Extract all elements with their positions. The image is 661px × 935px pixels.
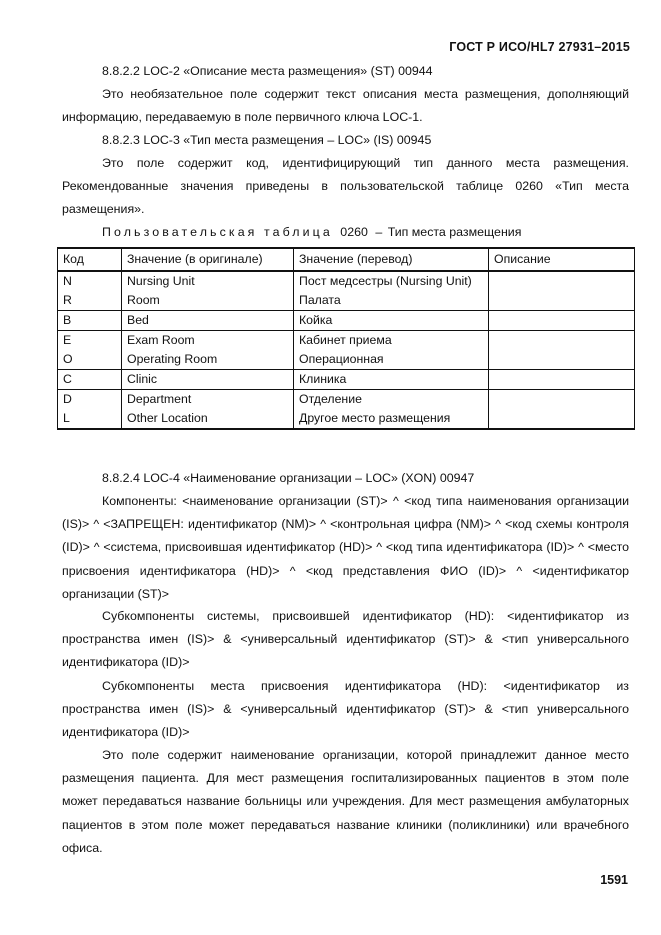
row-original: Operating Room [122, 350, 294, 370]
row-translation: Операционная [294, 350, 489, 370]
table-row [58, 271, 635, 291]
row-description [489, 390, 635, 410]
row-code: N [58, 271, 122, 291]
row-code: L [58, 409, 122, 429]
loc3-heading: 8.8.2.3 LOC-3 «Тип места размещения – LOC» (IS) 00945 [102, 133, 432, 147]
table-caption-dash: – [375, 225, 383, 239]
table-caption-number: 0260 [340, 225, 368, 239]
column-header-translation: Значение (перевод) [294, 248, 489, 271]
loc4-components: Компоненты: <наименование организации (ST)> ^ <код типа наименования организации (IS)> ^ <ЗАПРЕЩЕН: идентификатор (NM)> ^ <контрольная цифра (NM)> ^ <код схемы контроля (ID)> ^ <система, присвоившая идентификатор (HD)> ^ <код типа идентификатора (ID)> ^ <место присвоения идентификатора (HD)> ^ <код представления ФИО (ID)> ^ <идентификатор организации (ST)> [62, 494, 629, 601]
row-original: Other Location [122, 409, 294, 429]
table-row [58, 291, 635, 311]
column-header-description: Описание [489, 248, 635, 271]
loc2-description: Это необязательное поле содержит текст описания места размещения, дополняющий информацию, передаваемую в поле первичного ключа LOC-1. [62, 87, 629, 125]
row-translation: Палата [294, 291, 489, 311]
table-row [58, 409, 635, 429]
location-type-table [57, 247, 635, 430]
row-description [489, 409, 635, 429]
row-original: Exam Room [122, 331, 294, 351]
row-description [489, 350, 635, 370]
row-code: D [58, 390, 122, 410]
row-translation: Кабинет приема [294, 331, 489, 351]
table-row [58, 390, 635, 410]
row-translation: Отделение [294, 390, 489, 410]
table-caption-prefix: Пользовательская таблица [102, 225, 333, 239]
row-code: C [58, 370, 122, 390]
row-original: Room [122, 291, 294, 311]
loc4-heading: 8.8.2.4 LOC-4 «Наименование организации – LOC» (XON) 00947 [102, 471, 475, 485]
table-row [58, 370, 635, 390]
loc4-description: Это поле содержит наименование организации, которой принадлежит данное место размещения пациента. Для мест размещения госпитализированных пациентов в этом поле может передаваться название больницы или учреждения. Для мест размещения амбулаторных пациентов в этом поле может передаваться название клиники (поликлиники) или врачебного офиса. [62, 748, 629, 855]
row-original: Clinic [122, 370, 294, 390]
row-code: B [58, 311, 122, 331]
row-code: R [58, 291, 122, 311]
table-header-row [58, 248, 635, 271]
table-row [58, 331, 635, 351]
row-code: O [58, 350, 122, 370]
loc4-subcomponents-system: Субкомпоненты системы, присвоившей идентификатор (HD): <идентификатор из пространства имен (IS)> & <универсальный идентификатор (ST)> & <тип универсального идентификатора (ID)> [62, 609, 629, 670]
column-header-original: Значение (в оригинале) [122, 248, 294, 271]
loc2-heading: 8.8.2.2 LOC-2 «Описание места размещения» (ST) 00944 [102, 64, 433, 78]
row-original: Nursing Unit [122, 271, 294, 291]
row-translation: Пост медсестры (Nursing Unit) [294, 271, 489, 291]
row-description [489, 311, 635, 331]
table-row [58, 350, 635, 370]
row-translation: Клиника [294, 370, 489, 390]
page-number: 1591 [600, 873, 628, 887]
loc4-subcomponents-place: Субкомпоненты места присвоения идентификатора (HD): <идентификатор из пространства имен (IS)> & <универсальный идентификатор (ST)> & <тип универсального идентификатора (ID)> [62, 679, 629, 740]
row-description [489, 291, 635, 311]
column-header-code: Код [58, 248, 122, 271]
table-row [58, 311, 635, 331]
row-description [489, 331, 635, 351]
row-description [489, 370, 635, 390]
row-description [489, 271, 635, 291]
row-translation: Другое место размещения [294, 409, 489, 429]
row-original: Department [122, 390, 294, 410]
document-standard-header: ГОСТ Р ИСО/HL7 27931–2015 [449, 40, 630, 54]
row-original: Bed [122, 311, 294, 331]
row-code: E [58, 331, 122, 351]
loc3-description: Это поле содержит код, идентифицирующий тип данного места размещения. Рекомендованные значения приведены в пользовательской таблице 0260 «Тип места размещения». [62, 156, 629, 217]
table-caption-title: Тип места размещения [387, 225, 522, 239]
row-translation: Койка [294, 311, 489, 331]
table-caption [102, 224, 521, 240]
